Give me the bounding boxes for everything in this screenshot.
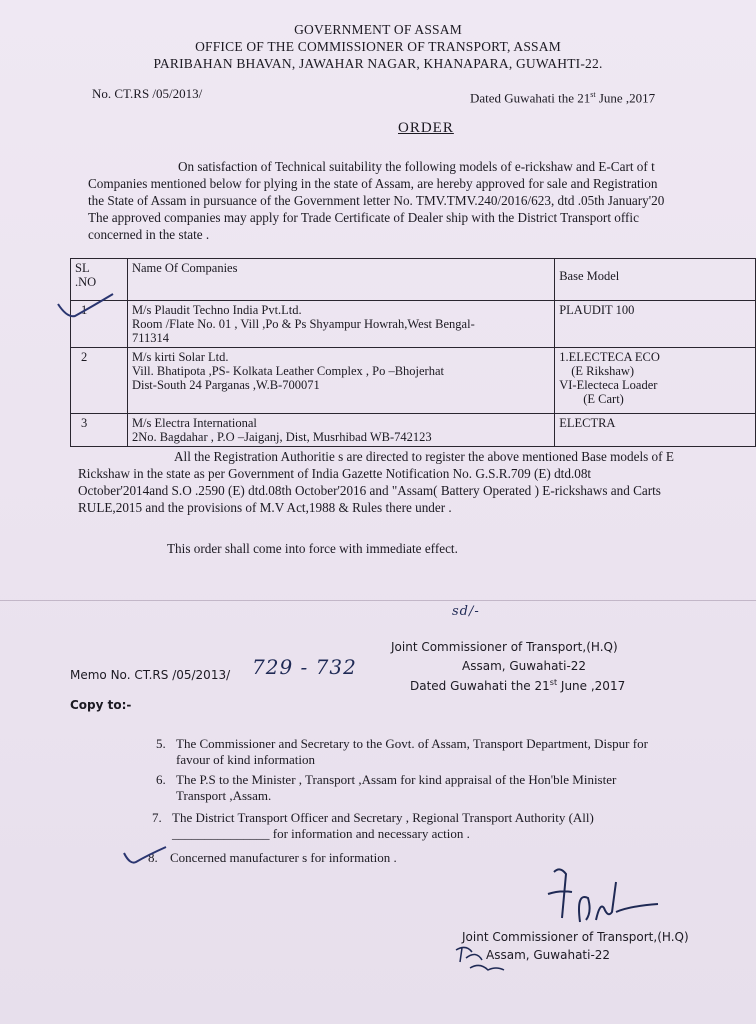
header-company: Name Of Companies: [127, 259, 554, 301]
table-row: [71, 414, 756, 447]
copy-to-label: Copy to:-: [70, 698, 132, 712]
header-government: GOVERNMENT OF ASSAM: [294, 22, 462, 37]
signatory-title-2: Joint Commissioner of Transport,(H.Q): [462, 930, 689, 944]
intro-line-2: Companies mentioned below for plying in the state of Assam, are hereby approved for sale and Registration: [88, 176, 658, 191]
signatory-location-2: Assam, Guwahati-22: [486, 948, 611, 962]
signatory-location-1: Assam, Guwahati-22: [462, 659, 587, 673]
intro-line-5: concerned in the state .: [88, 227, 210, 242]
memo-number: Memo No. CT.RS /05/2013/: [70, 668, 231, 682]
table-row: [71, 348, 756, 414]
intro-line-1: On satisfaction of Technical suitability the following models of e-rickshaw and E-Cart of t: [178, 159, 655, 174]
body-line-1: All the Registration Authoritie s are directed to register the above mentioned Base models of E: [174, 449, 674, 464]
row-sl: 1: [71, 301, 128, 348]
memo-handwritten-number: 729 - 732: [252, 655, 357, 679]
order-date: Dated Guwahati the 21st June ,2017: [470, 90, 656, 106]
copy-item-text: Concerned manufacturer s for information .: [170, 850, 397, 865]
row-model: ELECTRA: [555, 414, 756, 447]
fold-line: [0, 600, 756, 601]
header-model: Base Model: [555, 259, 756, 301]
copy-item-number: 5.: [156, 736, 166, 751]
header-sl: SL .NO: [71, 259, 128, 301]
tick-mark-icon: [55, 292, 115, 322]
initials-scribble-icon: [452, 940, 512, 974]
table-row: [71, 301, 756, 348]
signatory-title-1: Joint Commissioner of Transport,(H.Q): [391, 640, 618, 654]
row-company: M/s kirti Solar Ltd. Vill. Bhatipota ,PS- Kolkata Leather Complex , Po –Bhojerhat Dist-South 24 Parganas ,W.B-700071: [127, 348, 554, 414]
signatory-date-1: Dated Guwahati the 21st June ,2017: [410, 678, 626, 693]
row-model: 1.ELECTECA ECO (E Rikshaw) VI-Electeca Loader (E Cart): [555, 348, 756, 414]
signature-icon: [540, 862, 660, 932]
copy-item-text: The District Transport Officer and Secretary , Regional Transport Authority (All) _______________ for information and necessary action .: [172, 810, 594, 841]
order-title: ORDER: [398, 120, 454, 136]
effect-statement: This order shall come into force with immediate effect.: [167, 541, 458, 556]
row-sl: 3: [71, 414, 128, 447]
tick-mark-icon: [122, 845, 167, 867]
copy-item-text: The P.S to the Minister , Transport ,Assam for kind appraisal of the Hon'ble Minister Transport ,Assam.: [176, 772, 617, 803]
row-model: PLAUDIT 100: [555, 301, 756, 348]
copy-item-text: The Commissioner and Secretary to the Govt. of Assam, Transport Department, Dispur for favour of kind information: [176, 736, 648, 767]
copy-item-number: 8.: [148, 850, 158, 865]
sd-scribble: sd/-: [452, 604, 480, 619]
row-sl: 2: [71, 348, 128, 414]
copy-item-number: 6.: [156, 772, 166, 787]
companies-table: [70, 258, 756, 447]
row-company: M/s Electra International 2No. Bagdahar , P.O –Jaiganj, Dist, Musrhibad WB-742123: [127, 414, 554, 447]
copy-item-number: 7.: [152, 810, 162, 825]
body-line-2: Rickshaw in the state as per Government of India Gazette Notification No. G.S.R.709 (E) dtd.08t: [78, 466, 592, 481]
intro-line-4: The approved companies may apply for Trade Certificate of Dealer ship with the District Transport offic: [88, 210, 639, 225]
reference-number: No. CT.RS /05/2013/: [92, 86, 203, 101]
table-header-row: [71, 259, 756, 301]
body-line-4: RULE,2015 and the provisions of M.V Act,1988 & Rules there under .: [78, 500, 452, 515]
header-address: PARIBAHAN BHAVAN, JAWAHAR NAGAR, KHANAPARA, GUWAHTI-22.: [153, 56, 603, 71]
header-office: OFFICE OF THE COMMISSIONER OF TRANSPORT, ASSAM: [195, 39, 561, 54]
row-company: M/s Plaudit Techno India Pvt.Ltd. Room /Flate No. 01 , Vill ,Po & Ps Shyampur Howrah,West Bengal- 711314: [127, 301, 554, 348]
body-line-3: October'2014and S.O .2590 (E) dtd.08th October'2016 and "Assam( Battery Operated ) E-rickshaws and Carts: [78, 483, 661, 498]
intro-line-3: the State of Assam in pursuance of the Government letter No. TMV.TMV.240/2016/623, dtd .05th January'20: [88, 193, 665, 208]
